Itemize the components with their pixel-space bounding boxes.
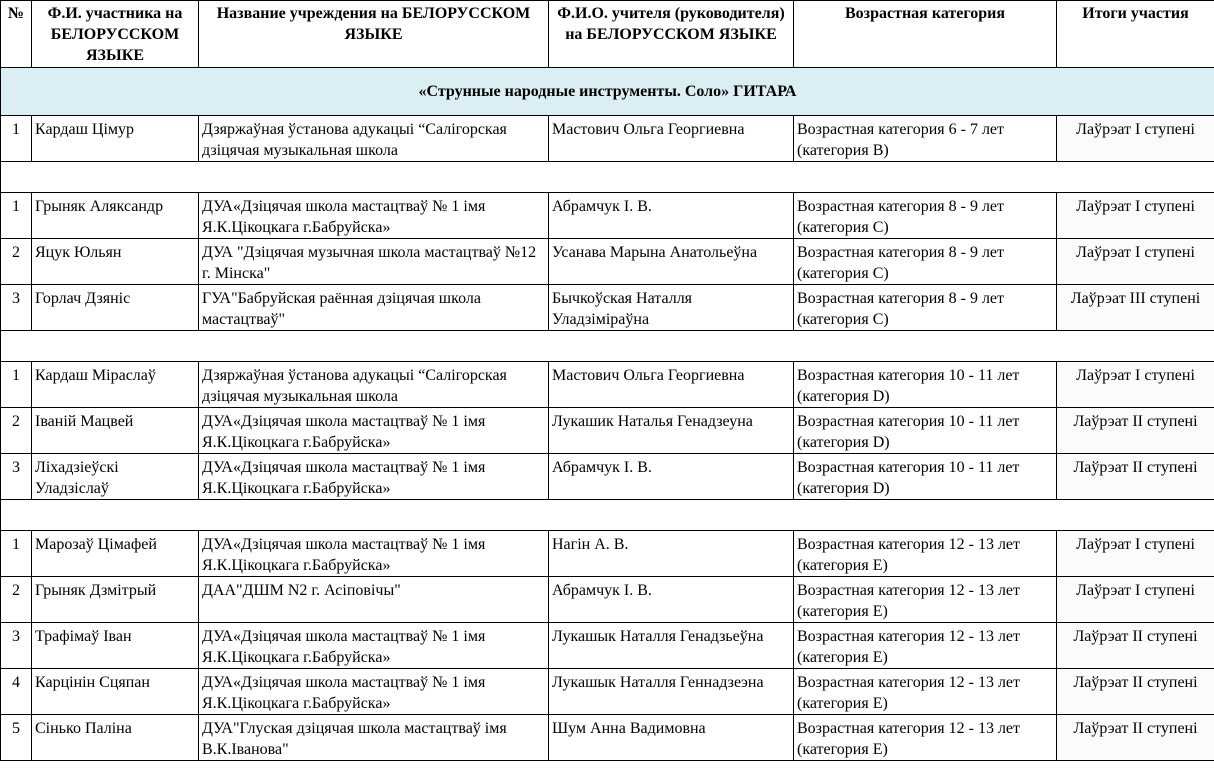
empty-cell — [199, 500, 549, 531]
teacher-name: Лукашык Наталля Генадзьеўна — [549, 623, 794, 669]
result-award: Лаўрэат III ступені — [1057, 285, 1214, 331]
participant-name: Грыняк Дзмітрый — [32, 577, 199, 623]
teacher-name: Абрамчук І. В. — [549, 193, 794, 239]
participant-name: Кардаш Цімур — [32, 116, 199, 162]
header-name: Ф.И. участника на БЕЛОРУССКОМ ЯЗЫКЕ — [32, 1, 199, 68]
participant-number: 3 — [1, 285, 32, 331]
age-category: Возрастная категория 8 - 9 лет (категория С) — [794, 239, 1057, 285]
empty-cell — [794, 331, 1057, 362]
participant-number: 3 — [1, 454, 32, 500]
institution-name: ДУА "Дзіцячая музычная школа мастацтваў №12 г. Мінска" — [199, 239, 549, 285]
teacher-name: Бычкоўская Наталля Уладзіміраўна — [549, 285, 794, 331]
teacher-name: Абрамчук І. В. — [549, 454, 794, 500]
empty-cell — [549, 331, 794, 362]
table-row — [1, 408, 1214, 454]
result-award: Лаўрэат II ступені — [1057, 715, 1214, 761]
age-category: Возрастная категория 10 - 11 лет (категория D) — [794, 454, 1057, 500]
institution-name: ДУА«Дзіцячая школа мастацтваў № 1 імя Я.К.Цікоцкага г.Бабруйска» — [199, 193, 549, 239]
result-award: Лаўрэат II ступені — [1057, 454, 1214, 500]
empty-cell — [199, 162, 549, 193]
header-num: № — [1, 1, 32, 68]
participant-name: Яцук Юльян — [32, 239, 199, 285]
participant-name: Іваній Мацвей — [32, 408, 199, 454]
participant-name: Кардаш Міраслаў — [32, 362, 199, 408]
institution-name: ДУА«Дзіцячая школа мастацтваў № 1 імя Я.К.Цікоцкага г.Бабруйска» — [199, 454, 549, 500]
result-award: Лаўрэат I ступені — [1057, 577, 1214, 623]
table-row — [1, 454, 1214, 500]
institution-name: ДУА«Дзіцячая школа мастацтваў № 1 імя Я.К.Цікоцкага г.Бабруйска» — [199, 531, 549, 577]
header-category: Возрастная категория — [794, 1, 1057, 68]
institution-name: ДУА"Глуская дзіцячая школа мастацтваў імя В.К.Іванова" — [199, 715, 549, 761]
age-category: Возрастная категория 12 - 13 лет (категория Е) — [794, 669, 1057, 715]
empty-cell — [199, 331, 549, 362]
result-award: Лаўрэат I ступені — [1057, 362, 1214, 408]
header-row — [1, 1, 1214, 68]
result-award: Лаўрэат I ступені — [1057, 531, 1214, 577]
institution-name: ДАА"ДШМ N2 г. Асіповічы" — [199, 577, 549, 623]
title-row — [1, 68, 1214, 116]
teacher-name: Мастович Ольга Георгиевна — [549, 362, 794, 408]
participant-name: Горлач Дзяніс — [32, 285, 199, 331]
table-row — [1, 715, 1214, 761]
institution-name: Дзяржаўная ўстанова адукацыі “Салігорская дзіцячая музыкальная школа — [199, 362, 549, 408]
participant-name: Сінько Паліна — [32, 715, 199, 761]
table-title: «Струнные народные инструменты. Соло» ГИТАРА — [1, 68, 1214, 116]
result-award: Лаўрэат II ступені — [1057, 669, 1214, 715]
empty-cell — [1057, 331, 1214, 362]
empty-cell — [549, 162, 794, 193]
result-award: Лаўрэат II ступені — [1057, 408, 1214, 454]
participant-number: 2 — [1, 408, 32, 454]
table-row — [1, 531, 1214, 577]
participant-number: 4 — [1, 669, 32, 715]
empty-cell — [1, 500, 32, 531]
institution-name: Дзяржаўная ўстанова адукацыі “Салігорская дзіцячая музыкальная школа — [199, 116, 549, 162]
result-award: Лаўрэат I ступені — [1057, 116, 1214, 162]
group-separator — [1, 162, 1214, 193]
header-school: Название учреждения на БЕЛОРУССКОМ ЯЗЫКЕ — [199, 1, 549, 68]
empty-cell — [32, 162, 199, 193]
age-category: Возрастная категория 8 - 9 лет (категория С) — [794, 285, 1057, 331]
participant-name: Грыняк Аляксандр — [32, 193, 199, 239]
teacher-name: Абрамчук І. В. — [549, 577, 794, 623]
participant-name: Ліхадзіеўскі Уладзіслаў — [32, 454, 199, 500]
age-category: Возрастная категория 12 - 13 лет (категория Е) — [794, 577, 1057, 623]
table-row — [1, 285, 1214, 331]
teacher-name: Усанава Марына Анатольеўна — [549, 239, 794, 285]
participant-number: 1 — [1, 116, 32, 162]
table-row — [1, 239, 1214, 285]
empty-cell — [32, 500, 199, 531]
table-row — [1, 116, 1214, 162]
participant-number: 3 — [1, 623, 32, 669]
age-category: Возрастная категория 12 - 13 лет (категория Е) — [794, 623, 1057, 669]
teacher-name: Лукашык Наталля Геннадзеэна — [549, 669, 794, 715]
participant-number: 2 — [1, 577, 32, 623]
empty-cell — [32, 331, 199, 362]
result-award: Лаўрэат I ступені — [1057, 239, 1214, 285]
empty-cell — [1, 331, 32, 362]
teacher-name: Шум Анна Вадимовна — [549, 715, 794, 761]
result-award: Лаўрэат II ступені — [1057, 623, 1214, 669]
institution-name: ДУА«Дзіцячая школа мастацтваў № 1 імя Я.К.Цікоцкага г.Бабруйска» — [199, 669, 549, 715]
participant-number: 1 — [1, 531, 32, 577]
institution-name: ГУА"Бабруйская раённая дзіцячая школа мастацтваў" — [199, 285, 549, 331]
empty-cell — [549, 500, 794, 531]
age-category: Возрастная категория 12 - 13 лет (категория Е) — [794, 715, 1057, 761]
participant-number: 2 — [1, 239, 32, 285]
result-award: Лаўрэат I ступені — [1057, 193, 1214, 239]
table-row — [1, 577, 1214, 623]
empty-cell — [1, 162, 32, 193]
participant-name: Марозаў Цімафей — [32, 531, 199, 577]
participant-number: 5 — [1, 715, 32, 761]
teacher-name: Мастович Ольга Георгиевна — [549, 116, 794, 162]
participant-name: Карцінін Сцяпан — [32, 669, 199, 715]
empty-cell — [794, 162, 1057, 193]
table-body — [1, 116, 1214, 761]
teacher-name: Нагін А. В. — [549, 531, 794, 577]
participant-number: 1 — [1, 193, 32, 239]
age-category: Возрастная категория 10 - 11 лет (категория D) — [794, 362, 1057, 408]
empty-cell — [794, 500, 1057, 531]
group-separator — [1, 500, 1214, 531]
table-row — [1, 193, 1214, 239]
teacher-name: Лукашик Наталья Генадзеуна — [549, 408, 794, 454]
table-row — [1, 623, 1214, 669]
participant-name: Трафімаў Іван — [32, 623, 199, 669]
institution-name: ДУА«Дзіцячая школа мастацтваў № 1 імя Я.К.Цікоцкага г.Бабруйска» — [199, 623, 549, 669]
age-category: Возрастная категория 8 - 9 лет (категория С) — [794, 193, 1057, 239]
empty-cell — [1057, 500, 1214, 531]
age-category: Возрастная категория 12 - 13 лет (категория Е) — [794, 531, 1057, 577]
table-row — [1, 669, 1214, 715]
table-row — [1, 362, 1214, 408]
age-category: Возрастная категория 6 - 7 лет (категория В) — [794, 116, 1057, 162]
header-teacher: Ф.И.О. учителя (руководителя) на БЕЛОРУССКОМ ЯЗЫКЕ — [549, 1, 794, 68]
empty-cell — [1057, 162, 1214, 193]
participant-number: 1 — [1, 362, 32, 408]
header-result: Итоги участия — [1057, 1, 1214, 68]
institution-name: ДУА«Дзіцячая школа мастацтваў № 1 імя Я.К.Цікоцкага г.Бабруйска» — [199, 408, 549, 454]
group-separator — [1, 331, 1214, 362]
age-category: Возрастная категория 10 - 11 лет (категория D) — [794, 408, 1057, 454]
